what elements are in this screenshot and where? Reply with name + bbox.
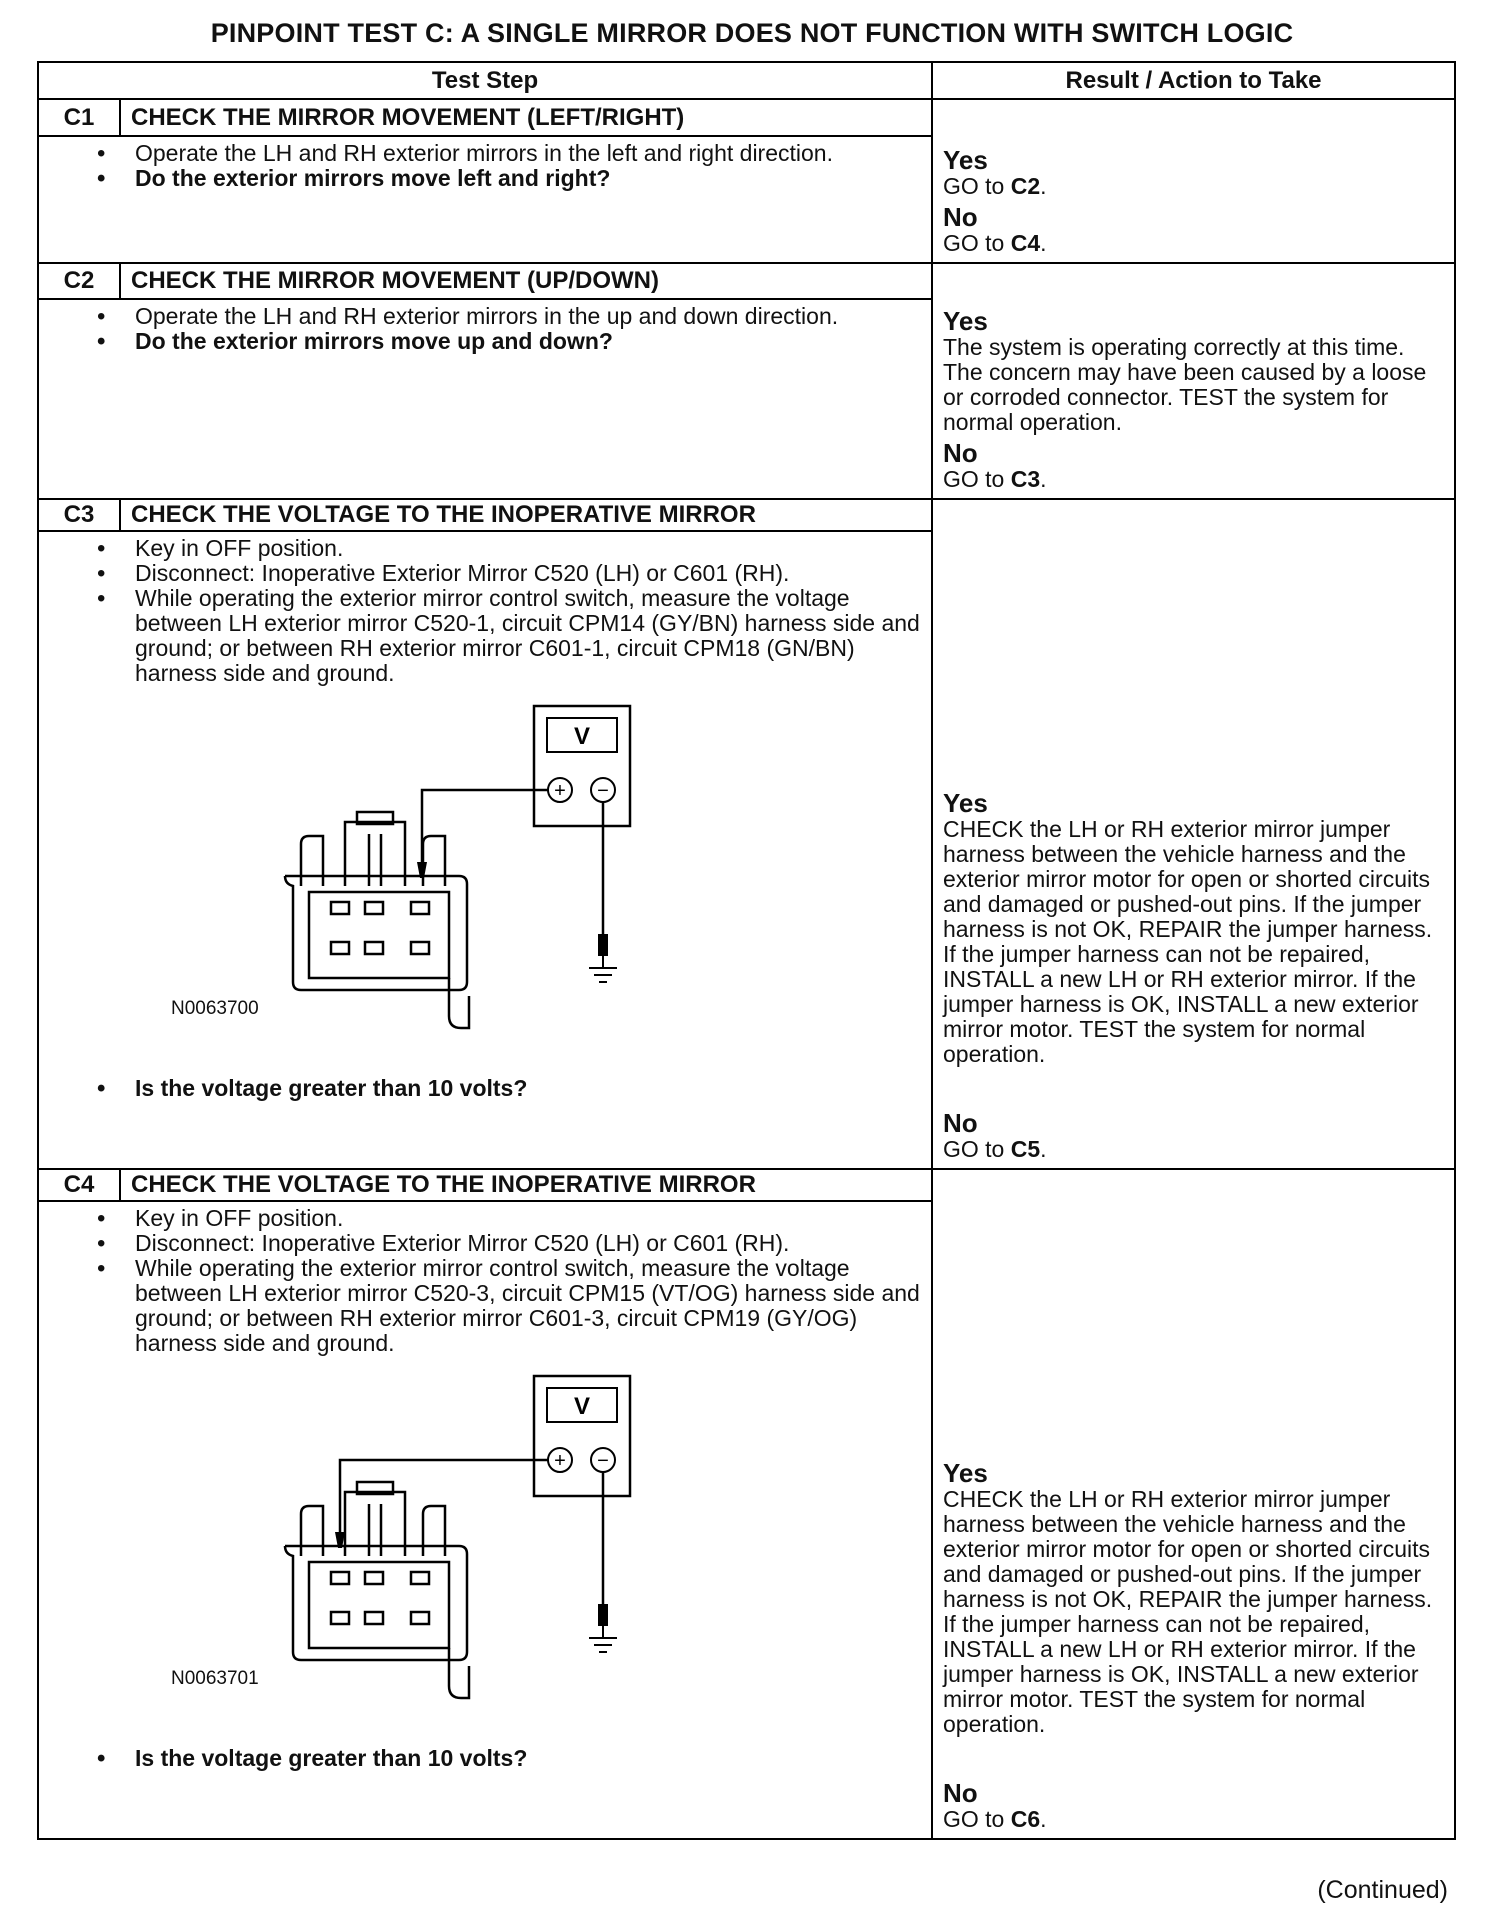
step-bullet: • While operating the exterior mirror control switch, measure the voltage between LH exterior mirror C520-1, circuit CPM14 (GY/BN) harness side and ground; or between RH exterior mirror C601-1, circuit CPM18 (GN/BN) harness side and ground. [135,586,923,686]
yes-action-text: CHECK the LH or RH exterior mirror jumper harness between the vehicle harness and the exterior mirror motor for open or shorted circuits and damaged or pushed-out pins. If the jumper harness is not OK, REPAIR the jumper harness. If the jumper harness can not be repaired, INSTALL a new LH or RH exterior mirror. If the jumper harness is OK, INSTALL a new exterior mirror motor. TEST the system for normal operation. [943,816,1433,1067]
page-title: PINPOINT TEST C: A SINGLE MIRROR DOES NOT FUNCTION WITH SWITCH LOGIC [210,18,1294,48]
step-bullet: • Key in OFF position. [135,536,923,561]
result-cell [932,499,1455,1169]
voltmeter-symbol: V [573,723,591,750]
step-id: C3 [38,499,120,531]
step-question: • Do the exterior mirrors move left and right? [135,166,923,191]
step-bullets [39,1206,923,1356]
step-bullets [39,1076,923,1101]
no-label: No [943,1778,978,1808]
step-title-row [38,499,1455,531]
goto-code: C2 [1010,173,1041,199]
no-action: GO to C4. [943,230,1047,256]
yes-label: Yes [943,306,988,336]
no-action: GO to C6. [943,1806,1047,1832]
step-bullets [39,1746,923,1771]
result-cell [932,1169,1455,1839]
yes-action-text: The system is operating correctly at this time. The concern may have been caused by a loose or corroded connector. TEST the system for normal operation. [943,334,1427,435]
negative-probe [598,1604,608,1626]
yes-label: Yes [943,788,988,818]
no-label: No [943,438,978,468]
figure-id: N0063700 [171,998,259,1019]
voltmeter-symbol: V [573,1393,591,1420]
step-bullet: • Operate the LH and RH exterior mirrors in the left and right direction. [135,141,923,166]
no-action-text: GO to [943,230,1005,256]
step-title-row [38,99,1455,136]
result-cell [932,263,1455,499]
no-label: No [943,1108,978,1138]
connector-voltmeter-illustration [39,686,839,1126]
no-action: GO to C5. [943,1136,1047,1162]
step-id: C4 [38,1169,120,1201]
no-action-text: GO to [943,466,1005,492]
yes-label: Yes [943,145,988,175]
step-bullet: • Operate the LH and RH exterior mirrors in the up and down direction. [135,304,923,329]
no-action-text: GO to [943,1806,1005,1832]
mirror-connector [285,1482,469,1698]
yes-label: Yes [943,1458,988,1488]
header-result-action: Result / Action to Take [932,62,1455,99]
no-action-text: GO to [943,1136,1005,1162]
no-label: No [943,202,978,232]
step-question: • Is the voltage greater than 10 volts? [135,1746,923,1771]
step-bullet: • Disconnect: Inoperative Exterior Mirror C520 (LH) or C601 (RH). [135,1231,923,1256]
result-cell [932,99,1455,263]
yes-action-text: GO to [943,173,1005,199]
table-header-row [38,62,1455,99]
plus-terminal-label: + [554,780,566,802]
step-id: C1 [38,99,120,136]
figure-id: N0063701 [171,1668,259,1689]
negative-probe [598,934,608,956]
goto-code: C5 [1010,1136,1041,1162]
goto-code: C3 [1010,466,1041,492]
step-body [38,1201,932,1839]
step-body [38,136,932,263]
goto-code: C4 [1010,230,1041,256]
step-body [38,299,932,499]
step-bullets [39,304,923,354]
step-title: CHECK THE MIRROR MOVEMENT (LEFT/RIGHT) [120,99,932,136]
step-title: CHECK THE MIRROR MOVEMENT (UP/DOWN) [120,263,932,299]
step-bullets [39,536,923,686]
step-bullet: • Disconnect: Inoperative Exterior Mirror C520 (LH) or C601 (RH). [135,561,923,586]
voltage-test-diagram [39,686,923,1126]
voltage-test-diagram [39,1356,923,1796]
minus-terminal-label: − [597,780,609,802]
minus-terminal-label: − [597,1450,609,1472]
no-action: GO to C3. [943,466,1047,492]
plus-terminal-label: + [554,1450,566,1472]
connector-voltmeter-illustration [39,1356,839,1796]
step-bullets [39,141,923,191]
step-title: CHECK THE VOLTAGE TO THE INOPERATIVE MIRROR [120,1169,932,1201]
goto-code: C6 [1010,1806,1041,1832]
step-question: • Do the exterior mirrors move up and down? [135,329,923,354]
step-id: C2 [38,263,120,299]
step-title-row [38,1169,1455,1201]
positive-lead [422,790,548,862]
step-title-row [38,263,1455,299]
pinpoint-test-table [37,61,1456,1840]
mirror-connector [285,812,469,1028]
continued-note: (Continued) [1317,1876,1448,1904]
step-question: • Is the voltage greater than 10 volts? [135,1076,923,1101]
step-bullet: • Key in OFF position. [135,1206,923,1231]
yes-action-text: CHECK the LH or RH exterior mirror jumper harness between the vehicle harness and the exterior mirror motor for open or shorted circuits and damaged or pushed-out pins. If the jumper harness is not OK, REPAIR the jumper harness. If the jumper harness can not be repaired, INSTALL a new LH or RH exterior mirror. If the jumper harness is OK, INSTALL a new exterior mirror motor. TEST the system for normal operation. [943,1486,1433,1737]
step-body [38,531,932,1169]
header-test-step: Test Step [38,62,932,99]
step-bullet: • While operating the exterior mirror control switch, measure the voltage between LH exterior mirror C520-3, circuit CPM15 (VT/OG) harness side and ground; or between RH exterior mirror C601-3, circuit CPM19 (GY/OG) harness side and ground. [135,1256,923,1356]
step-title: CHECK THE VOLTAGE TO THE INOPERATIVE MIRROR [120,499,932,531]
yes-action: GO to C2. [943,173,1047,199]
